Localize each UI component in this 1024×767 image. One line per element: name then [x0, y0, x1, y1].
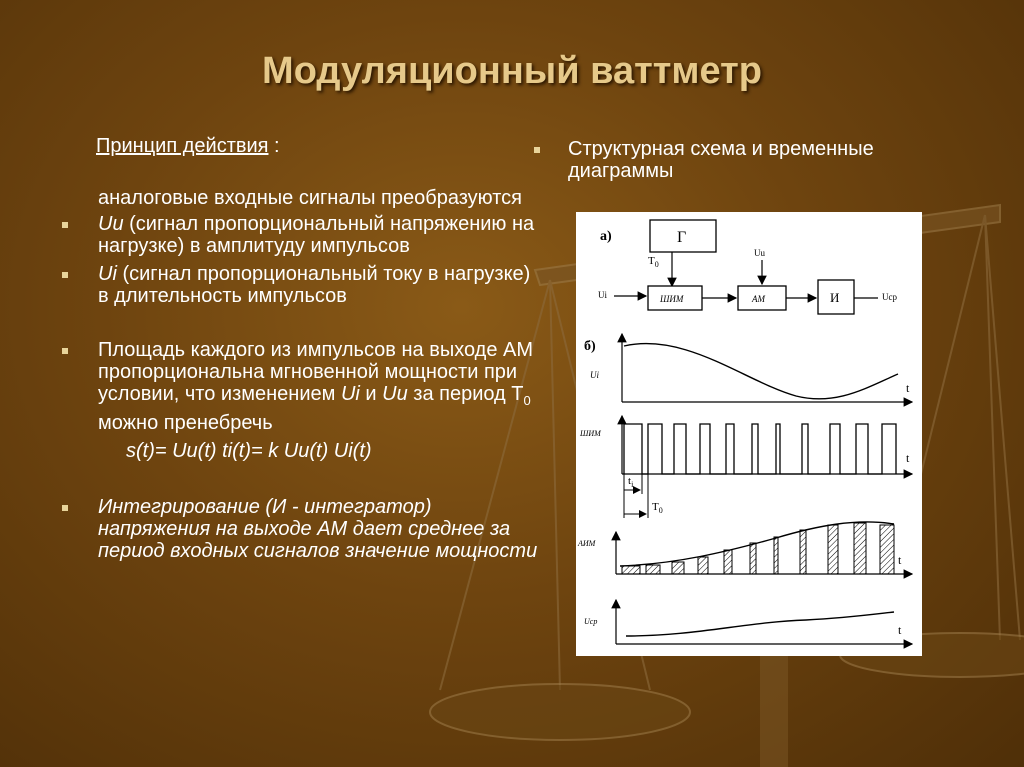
diagram-svg	[576, 212, 922, 656]
var-uu: Uu	[98, 213, 124, 235]
principle-colon: :	[268, 135, 280, 157]
aim-envelope	[620, 522, 894, 566]
bullet-area-text-a: Площадь каждого из импульсов на выходе АМ пропорциональна мгновенной мощности при условии, что изменением	[98, 339, 533, 405]
output-label: Uср	[882, 292, 897, 302]
pwm-label: ШИМ	[660, 294, 684, 304]
ui-wave	[624, 344, 898, 399]
pwm-t-label: t	[906, 451, 910, 465]
bullet-ui	[60, 263, 540, 307]
aim-pulses	[622, 523, 894, 574]
right-heading: Структурная схема и временные диаграммы	[532, 138, 952, 182]
bullet-ui-text: (сигнал пропорциональный току в нагрузке) в длительность импульсов	[98, 263, 531, 307]
ui-wave-label: Ui	[590, 370, 599, 380]
bullet-area	[60, 339, 540, 434]
ucp-wave	[626, 612, 894, 636]
power-formula: s(t)= Uu(t) ti(t)= k Uu(t) Ui(t)	[126, 440, 372, 462]
pwm-wave-label: ШИМ	[580, 429, 601, 438]
ui-input-label: Ui	[598, 290, 607, 300]
am-label: АМ	[752, 294, 765, 304]
principle-label: Принцип действия	[96, 135, 269, 157]
t0-subscript: 0	[523, 393, 531, 408]
structure-diagram	[576, 212, 922, 656]
var-uu-2: Uu	[382, 383, 408, 405]
ti-label: $t_i$	[628, 475, 634, 489]
slide-title: Модуляционный ваттметр	[262, 50, 762, 92]
ucp-t-label: t	[898, 623, 902, 637]
label-a: а)	[600, 229, 612, 244]
bullet-area-and: и	[359, 383, 383, 405]
aim-t-label: t	[898, 553, 902, 567]
right-heading-block	[532, 138, 952, 182]
generator-label: Г	[677, 229, 687, 246]
left-column	[60, 135, 540, 562]
ui-t-label: t	[906, 381, 910, 395]
var-ui: Ui	[98, 263, 117, 285]
intro-text: аналоговые входные сигналы преобразуются	[98, 187, 523, 209]
principle-heading	[96, 135, 540, 157]
integrator-label: И	[830, 290, 840, 305]
uu-input-label: Uu	[754, 248, 765, 258]
pwm-wave	[624, 424, 896, 474]
label-b: б)	[584, 339, 596, 354]
bullet-area-text-c: можно пренебречь	[98, 412, 273, 434]
aim-wave-label: АИМ	[578, 539, 596, 548]
bullet-integration: Интегрирование (И - интегратор) напряжения на выходе АМ дает среднее за период входных сигналов значение мощности	[60, 496, 540, 562]
bullet-uu-text: (сигнал пропорциональный напряжению на нагрузке) в амплитуду импульсов	[98, 213, 535, 257]
bullet-area-text-b: за период Т	[407, 383, 524, 405]
bullet-uu	[60, 213, 540, 257]
var-ui-2: Ui	[340, 383, 360, 405]
t0-label: $T_0$	[648, 255, 659, 269]
period-label: $T_0$	[652, 501, 663, 515]
ucp-wave-label: Uср	[584, 617, 598, 626]
